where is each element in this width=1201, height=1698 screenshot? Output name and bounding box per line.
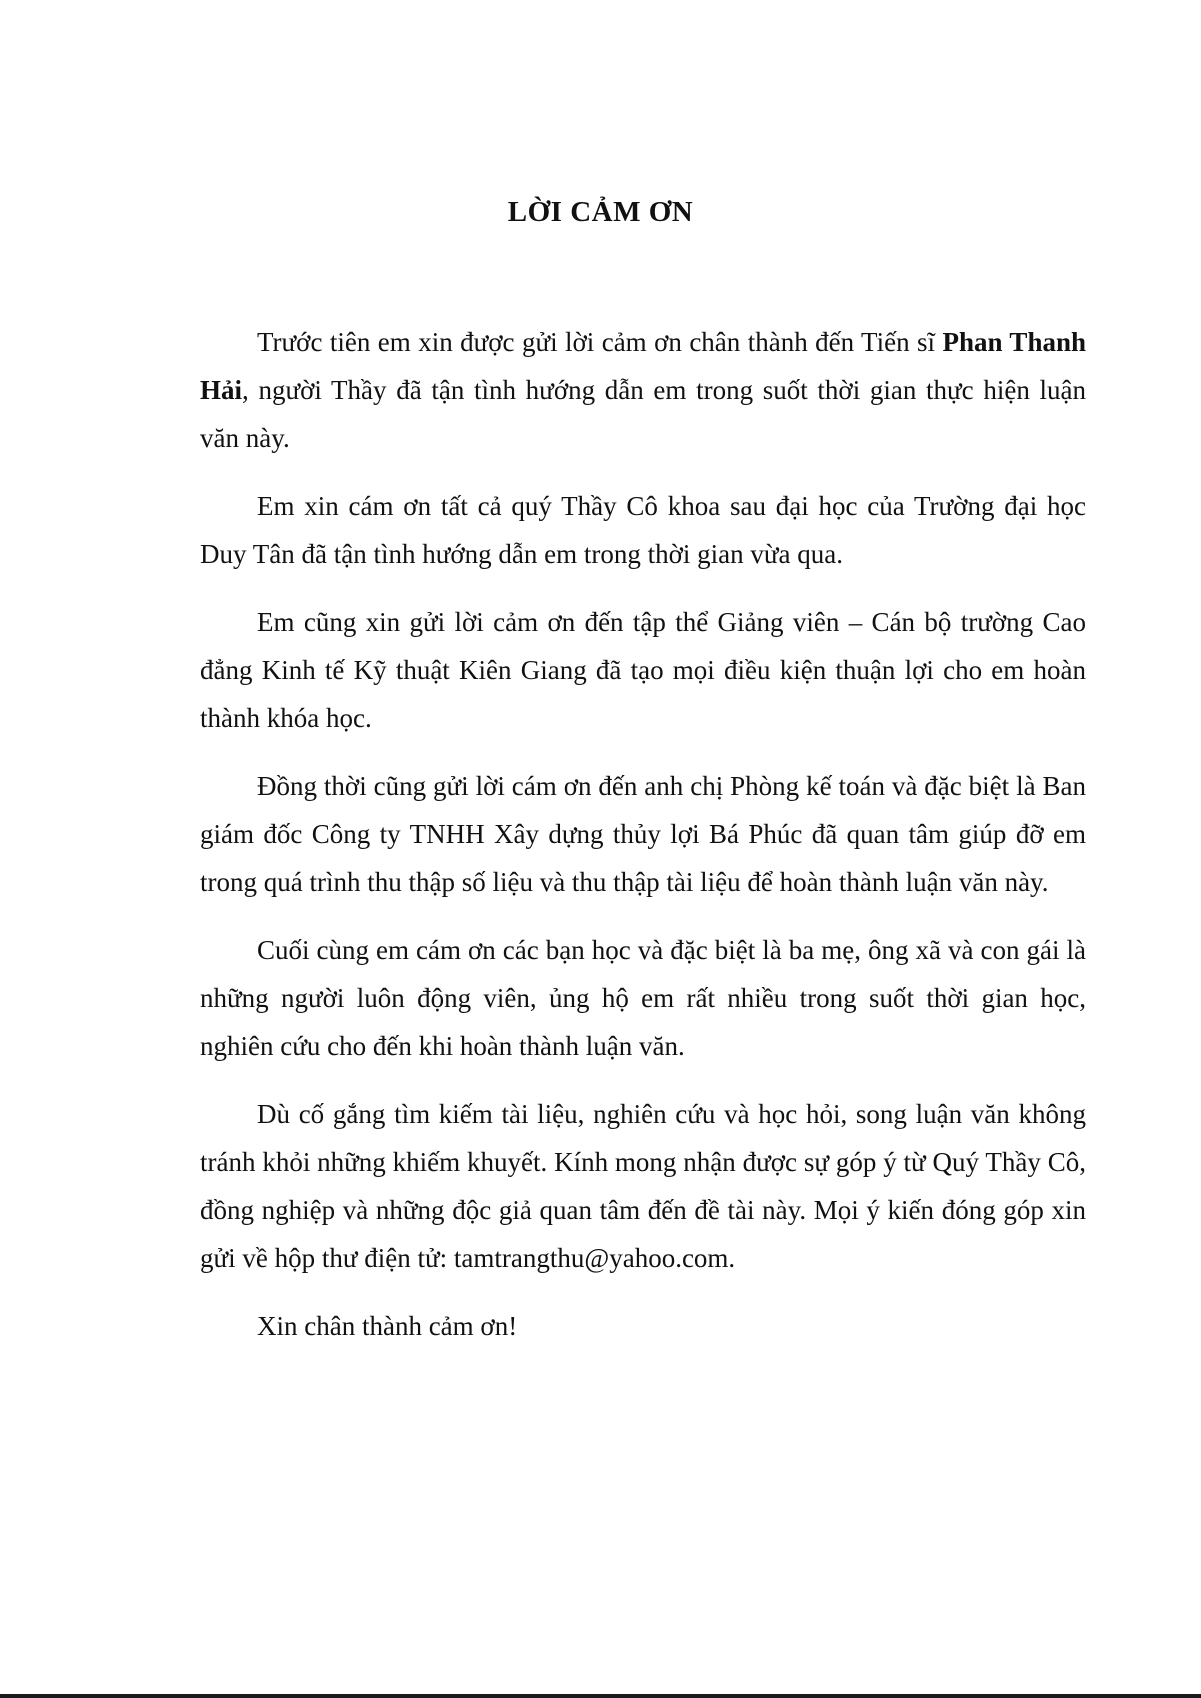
- paragraph-1-rest: , người Thầy đã tận tình hướng dẫn em trong suốt thời gian thực hiện luận văn này.: [200, 375, 1086, 453]
- page-bottom-border: [0, 1694, 1201, 1698]
- acknowledgement-body: [200, 318, 1086, 1370]
- paragraph-5: Cuối cùng em cám ơn các bạn học và đặc biệt là ba mẹ, ông xã và con gái là những người luôn động viên, ủng hộ em rất nhiều trong suốt thời gian học, nghiên cứu cho đến khi hoàn thành luận văn.: [200, 935, 1086, 1061]
- paragraph-6: Dù cố gắng tìm kiếm tài liệu, nghiên cứu và học hỏi, song luận văn không tránh khỏi những khiếm khuyết. Kính mong nhận được sự góp ý từ Quý Thầy Cô, đồng nghiệp và những độc giả quan tâm đến đề tài này. Mọi ý kiến đóng góp xin gửi về hộp thư điện tử: tamtrangthu@yahoo.com.: [200, 1099, 1086, 1273]
- paragraph-1: [200, 318, 1086, 462]
- paragraph-3: Em cũng xin gửi lời cảm ơn đến tập thể Giảng viên – Cán bộ trường Cao đẳng Kinh tế Kỹ thuật Kiên Giang đã tạo mọi điều kiện thuận lợi cho em hoàn thành khóa học.: [200, 607, 1086, 733]
- paragraph-2: Em xin cám ơn tất cả quý Thầy Cô khoa sau đại học của Trường đại học Duy Tân đã tận tình hướng dẫn em trong thời gian vừa qua.: [200, 491, 1086, 569]
- closing-line: Xin chân thành cảm ơn!: [257, 1311, 518, 1341]
- advisor-name: Phan Thanh Hải: [200, 327, 1086, 405]
- page-title: LỜI CẢM ƠN: [507, 196, 694, 228]
- paragraph-1-lead: Trước tiên em xin được gửi lời cảm ơn chân thành đến Tiến sĩ: [257, 327, 943, 357]
- paragraph-4: Đồng thời cũng gửi lời cám ơn đến anh chị Phòng kế toán và đặc biệt là Ban giám đốc Công ty TNHH Xây dựng thủy lợi Bá Phúc đã quan tâm giúp đỡ em trong quá trình thu thập số liệu và thu thập tài liệu để hoàn thành luận văn này.: [200, 771, 1086, 897]
